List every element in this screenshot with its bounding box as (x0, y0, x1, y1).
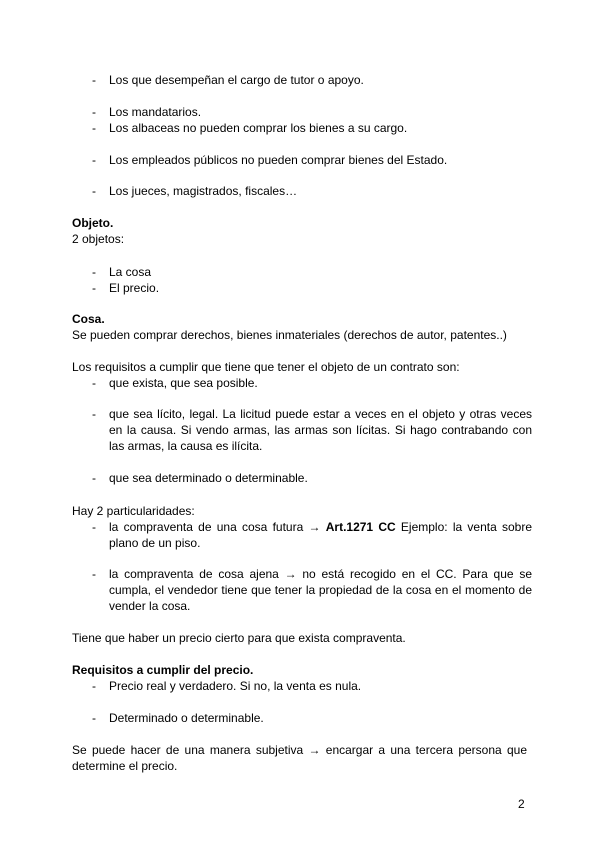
list-item-text: Los empleados públicos no pueden comprar bienes del Estado. (109, 153, 448, 167)
cosa-text: Se pueden comprar derechos, bienes inmateriales (derechos de autor, patentes..) (72, 328, 507, 342)
list-item-text (109, 519, 532, 551)
list-item-text: la compraventa de cosa ajena → no está recogido en el CC. Para que se cumpla, el vendedor tiene que tener la propiedad de la cosa en el momento de vender la cosa. (109, 567, 532, 613)
list-item-text: La cosa (109, 265, 152, 279)
list-item-text: que sea lícito, legal. La licitud puede estar a veces en el objeto y otras veces en la causa. Si vendo armas, las armas son lícitas. Si hago contrabando con las armas, la causa es ilícita. (109, 407, 532, 453)
bullet-dash: - (92, 265, 96, 279)
list-item-text: Los mandatarios. (109, 105, 202, 119)
bullet-dash: - (92, 376, 96, 390)
list-item-text: Los que desempeñan el cargo de tutor o apoyo. (109, 73, 364, 87)
objeto-intro: 2 objetos: (72, 232, 125, 246)
bullet-dash: - (92, 73, 96, 87)
bullet-dash: - (92, 679, 96, 693)
list-item-text: que exista, que sea posible. (109, 376, 258, 390)
bullet-dash: - (92, 105, 96, 119)
particularidades-intro: Hay 2 particularidades: (72, 504, 195, 518)
article-reference: Art.1271 CC (325, 520, 396, 534)
list-item-text: Precio real y verdadero. Si no, la venta es nula. (109, 679, 362, 693)
list-item-text: Determinado o determinable. (109, 711, 264, 725)
requisitos-intro: Los requisitos a cumplir que tiene que tener el objeto de un contrato son: (72, 360, 460, 374)
list-item-text: Los albaceas no pueden comprar los bienes a su cargo. (109, 121, 408, 135)
bullet-dash: - (92, 520, 96, 534)
bullet-dash: - (92, 407, 96, 421)
precio-closing: Se puede hacer de una manera subjetiva → encargar a una tercera persona que determine el precio. (72, 743, 527, 773)
bullet-dash: - (92, 567, 96, 581)
bullet-dash: - (92, 281, 96, 295)
list-item-text: que sea determinado o determinable. (109, 471, 308, 485)
list-item-text: El precio. (109, 281, 160, 295)
bullet-dash: - (92, 153, 96, 167)
section-heading-cosa: Cosa. (72, 312, 105, 326)
bullet-dash: - (92, 711, 96, 725)
precio-cierto: Tiene que haber un precio cierto para que exista compraventa. (72, 631, 406, 645)
list-item-text: Los jueces, magistrados, fiscales… (109, 184, 298, 198)
section-heading-objeto: Objeto. (72, 216, 114, 230)
bullet-dash: - (92, 471, 96, 485)
section-heading-precio: Requisitos a cumplir del precio. (72, 663, 254, 677)
part1-after: Ejemplo: la venta sobre plano de un piso. (109, 520, 532, 550)
bullet-dash: - (92, 184, 96, 198)
bullet-dash: - (92, 121, 96, 135)
page-number: 2 (518, 797, 525, 811)
part1-before: la compraventa de una cosa futura → (109, 520, 326, 534)
